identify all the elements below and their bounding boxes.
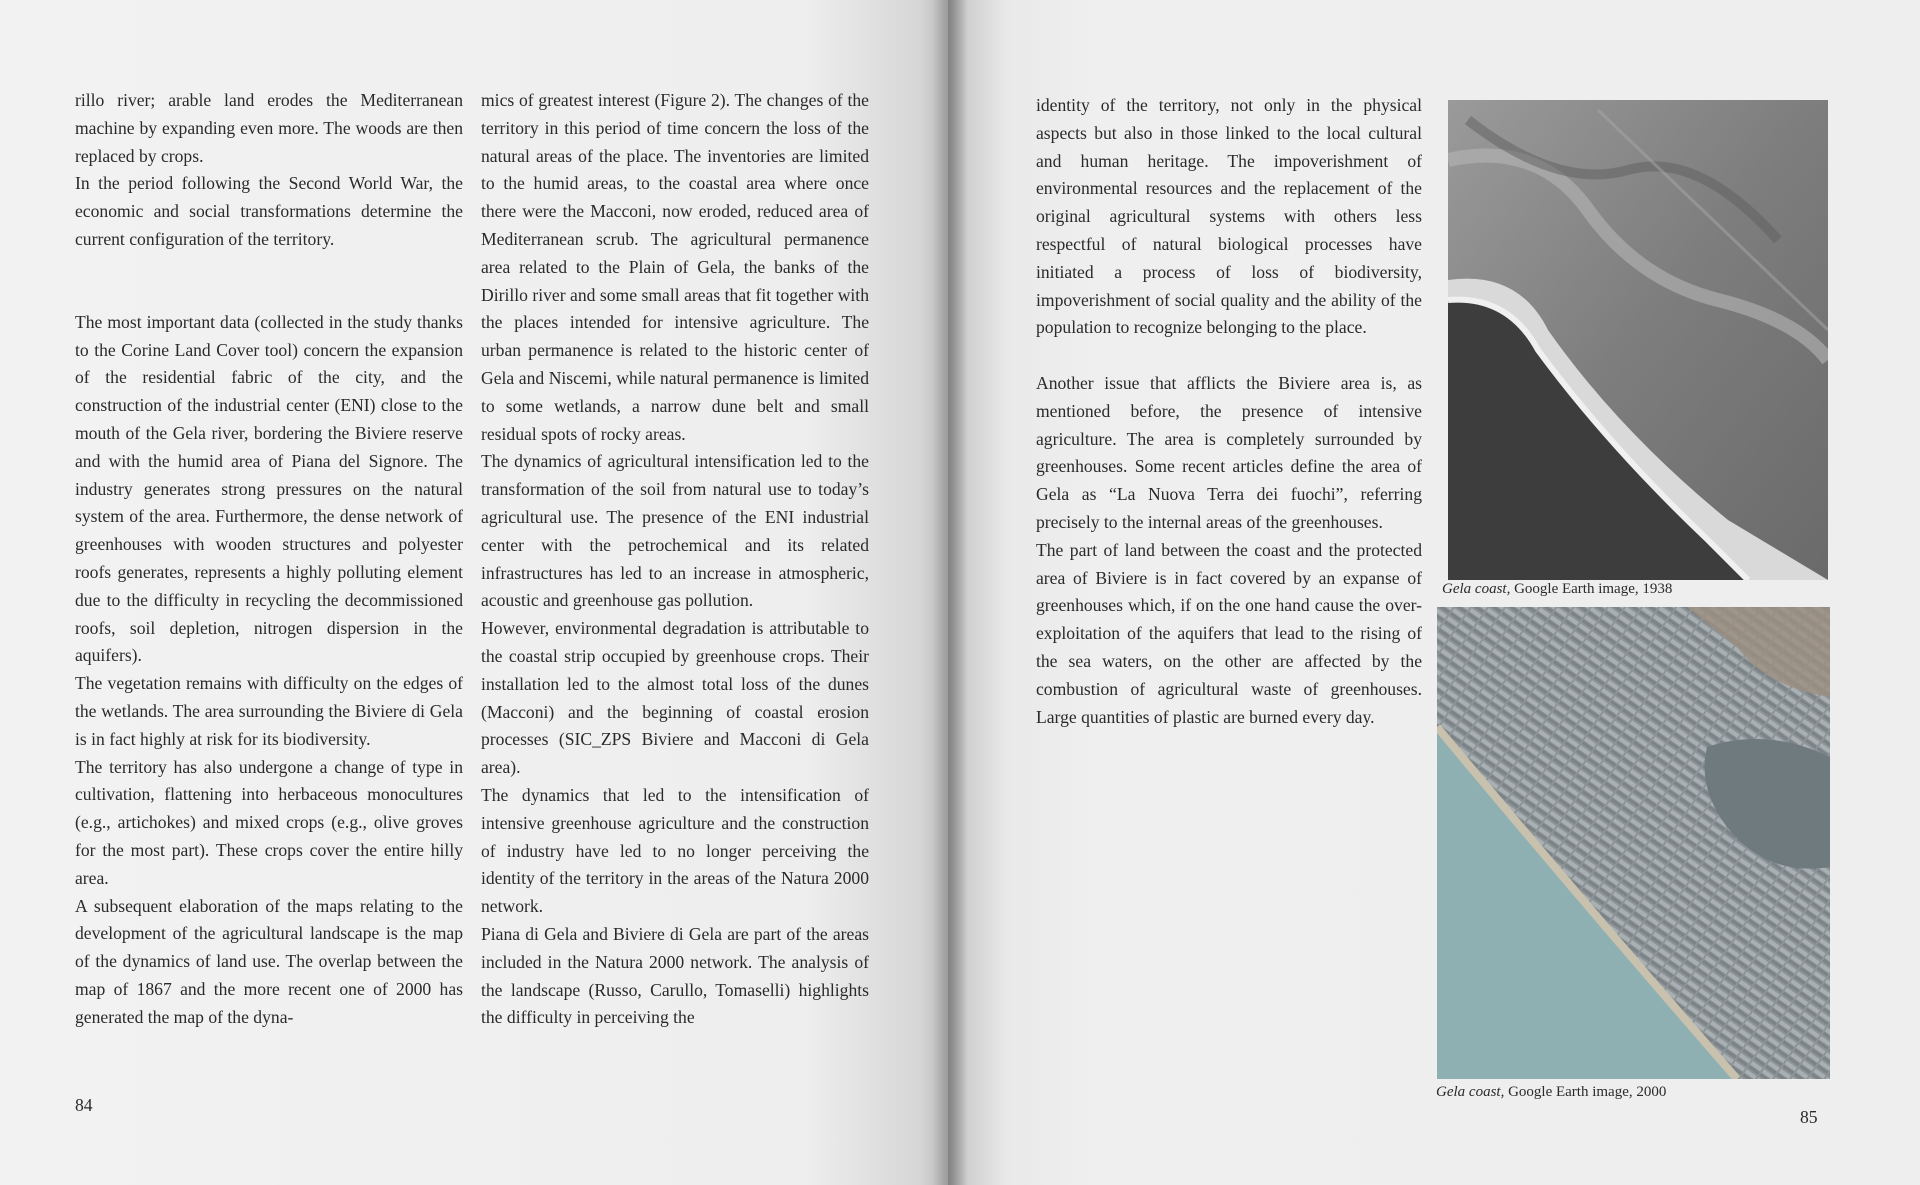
paragraph: identity of the territory, not only in the physical aspects but also in those linked to the local cultural and human heritage. The impoverishment of environmental resources and the replacement of the original agricultural systems with others less respectful of natural biological processes have initiated a process of loss of biodiversity, impoverishment of social quality and the ability of the population to recognize belonging to the place. — [1036, 95, 1422, 338]
paragraph: The territory has also undergone a change of type in cultivation, flattening into herbaceous monocultures (e.g., artichokes) and mixed crops (e.g., olive groves for the most part). These crops cover the entire hilly area. — [75, 756, 463, 888]
paragraph: mics of greatest interest (Figure 2). The changes of the territory in this period of time concern the loss of the natural areas of the place. The inventories are limited to the humid areas, to the coastal area where once there were the Macconi, now eroded, reduced area of Mediterranean scrub. The agricultural permanence area related to the Plain of Gela, the banks of the Dirillo river and some small areas that fit together with the places intended for intensive agriculture. The urban permanence is related to the historic center of Gela and Niscemi, while natural permanence is limited to some wetlands, a narrow dune belt and small residual spots of rocky areas. — [481, 90, 869, 444]
paragraph: The most important data (collected in the study thanks to the Corine Land Cover tool) concern the expansion of the residential fabric of the city, and the construction of the industrial center (ENI) close to the mouth of the Gela river, bordering the Biviere reserve and with the humid area of Piana del Signore. The industry generates strong pressures on the natural system of the area. Furthermore, the dense network of greenhouses with wooden structures and polyester roofs generates, represents a highly polluting element due to the difficulty in recycling the decommissioned roofs, soil depletion, nitrogen dispersion in the aquifers). — [75, 311, 463, 666]
book-spine-shadow — [932, 0, 968, 1185]
paragraph: The dynamics of agricultural intensification led to the transformation of the soil from natural use to today’s agricultural use. The presence of the ENI industrial center with the petrochemical and its related infrastructures has led to an increase in atmospheric, acoustic and greenhouse gas pollution. — [481, 451, 869, 611]
aerial-photo-1938 — [1448, 100, 1828, 580]
page-number: 85 — [1800, 1107, 1818, 1127]
figure-caption-1938: Gela coast, Google Earth image, 1938 — [1442, 581, 1673, 597]
figure-caption-2000: Gela coast, Google Earth image, 2000 — [1436, 1084, 1667, 1100]
left-page — [0, 0, 948, 1185]
page-number: 84 — [75, 1095, 93, 1115]
paragraph: Piana di Gela and Biviere di Gela are part of the areas included in the Natura 2000 network. The analysis of the landscape (Russo, Carullo, Tomaselli) highlights the difficulty in perceiving the — [481, 923, 869, 1028]
aerial-photo-2000 — [1437, 607, 1830, 1079]
paragraph: The dynamics that led to the intensification of intensive greenhouse agriculture and the construction of industry have led to no longer perceiving the identity of the territory in the areas of the Natura 2000 network. — [481, 784, 869, 917]
paragraph: However, environmental degradation is attributable to the coastal strip occupied by greenhouse crops. Their installation led to the almost total loss of the dunes (Macconi) and the beginning of coastal erosion processes (SIC_ZPS Biviere and Macconi di Gela area). — [481, 618, 869, 778]
left-page-column-2 — [481, 87, 869, 1032]
right-page-column — [1036, 92, 1422, 731]
paragraph: The vegetation remains with difficulty on the edges of the wetlands. The area surrounding the Biviere di Gela is in fact highly at risk for its biodiversity. — [75, 673, 463, 749]
paragraph: In the period following the Second World War, the economic and social transformations determine the current configuration of the territory. — [75, 173, 463, 249]
paragraph: Another issue that afflicts the Biviere area is, as mentioned before, the presence of intensive agriculture. The area is completely surrounded by greenhouses. Some recent articles define the area of Gela as “La Nuova Terra dei fuochi”, referring precisely to the internal areas of the greenhouses. — [1036, 372, 1422, 532]
right-page — [948, 0, 1920, 1185]
paragraph: The part of land between the coast and the protected area of Biviere is in fact covered by an expanse of greenhouses which, if on the one hand cause the over-exploitation of the aquifers that lead to the rising of the sea waters, on the other are affected by the combustion of agricultural waste of greenhouses. Large quantities of plastic are burned every day. — [1036, 539, 1422, 727]
left-page-column-1 — [75, 87, 463, 1032]
paragraph: A subsequent elaboration of the maps relating to the development of the agricultural landscape is the map of the dynamics of land use. The overlap between the map of 1867 and the more recent one of 2000 has generated the map of the dyna- — [75, 895, 463, 1027]
paragraph: rillo river; arable land erodes the Mediterranean machine by expanding even more. The woods are then replaced by crops. — [75, 90, 463, 166]
